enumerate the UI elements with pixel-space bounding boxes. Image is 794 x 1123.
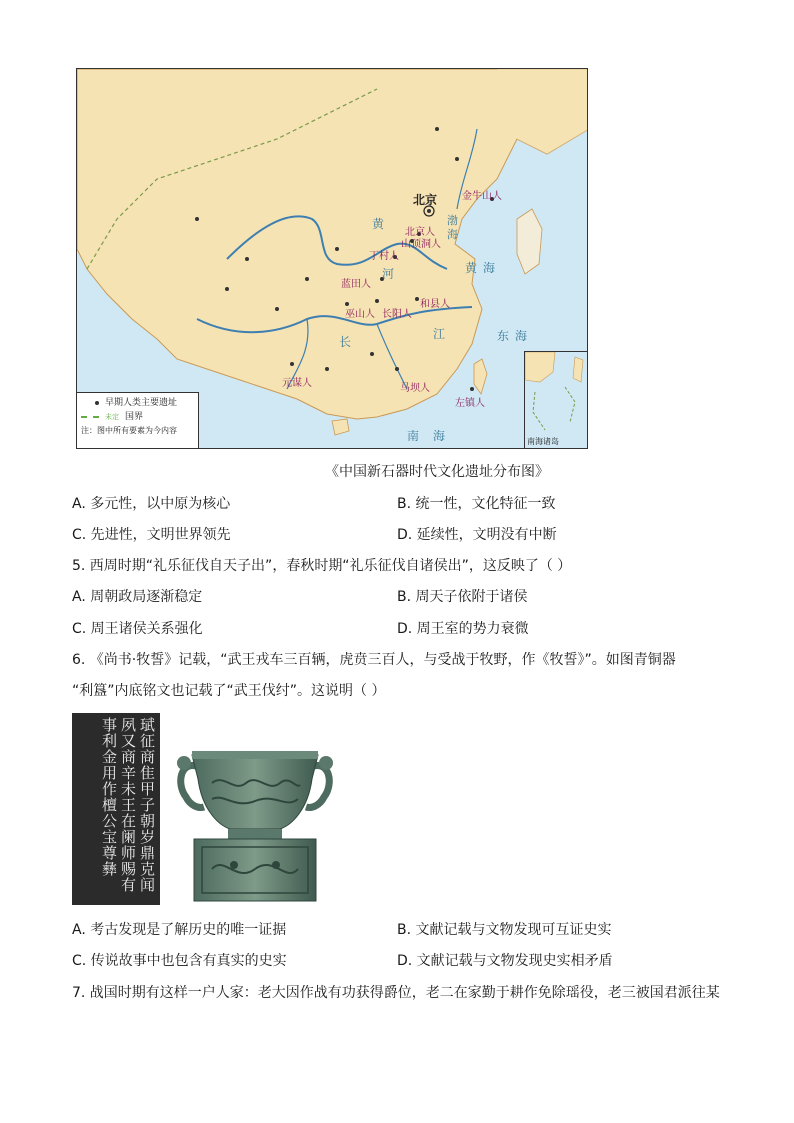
q6-option-a[interactable]: A. 考古发现是了解历史的唯一证据 xyxy=(72,922,287,938)
taiwan-shape xyxy=(474,359,487,394)
q5-option-a[interactable]: A. 周朝政局逐渐稳定 xyxy=(72,589,203,605)
site-label: 和县人 xyxy=(420,299,450,310)
site-label: 丁村人 xyxy=(369,251,399,262)
neolithic-sites-map xyxy=(76,68,588,449)
q7-stem: 7. 战国时期有这样一户人家：老大因作战有功获得爵位，老二在家勤于耕作免除瑶役，老三被国君派往某 xyxy=(72,985,720,1001)
q5-option-b[interactable]: B. 周天子依附于诸侯 xyxy=(397,589,528,605)
map-legend xyxy=(77,392,199,448)
inset-label: 南海诸岛 xyxy=(527,437,559,446)
inscription-text: 珷征商隹甲子朝岁鼎克闻夙又商辛未王在阑师赐有事利金用作檀公宝尊彝 xyxy=(100,717,156,893)
bronze-inscription-rubbing xyxy=(72,713,160,905)
legend-border-text: 国界 xyxy=(125,412,144,422)
sea-label-donghai: 东海 xyxy=(497,329,534,343)
q6-option-d[interactable]: D. 文献记载与文物发现史实相矛盾 xyxy=(397,953,613,969)
sea-label-huanghai: 黄海 xyxy=(465,261,502,275)
sea-label-nanhai: 南海 xyxy=(407,429,460,443)
south-china-sea-inset xyxy=(524,351,587,448)
q5-stem: 5. 西周时期“礼乐征伐自天子出”，春秋时期“礼乐征伐自诸侯出”，这反映了（ ） xyxy=(72,558,572,574)
site-dot-icon xyxy=(95,401,99,405)
mainland-shape xyxy=(77,69,588,419)
legend-site-text: 早期人类主要遗址 xyxy=(105,398,178,408)
site-label: 蓝田人 xyxy=(341,279,371,290)
site-label: 金牛山人 xyxy=(462,191,502,202)
site-label: 长阳人 xyxy=(382,309,412,320)
li-gui-bronze-vessel xyxy=(172,739,338,903)
sea-label-bohai: 渤海 xyxy=(447,214,458,241)
q4-option-c[interactable]: C. 先进性，文明世界领先 xyxy=(72,527,231,543)
map-caption: 《中国新石器时代文化遗址分布图》 xyxy=(325,464,549,480)
legend-border-mark: 未定 xyxy=(105,413,119,421)
site-label: 马坝人 xyxy=(400,383,430,394)
q6-stem-line1: 6. 《尚书·牧誓》记载，“武王戎车三百辆，虎贲三百人，与受战于牧野，作《牧誓》”。如图青铜器 xyxy=(72,652,676,668)
q5-option-c[interactable]: C. 周王诸侯关系强化 xyxy=(72,621,203,637)
site-label: 元谋人 xyxy=(282,378,312,389)
q4-option-d[interactable]: D. 延续性，文明没有中断 xyxy=(397,527,557,543)
q4-option-b[interactable]: B. 统一性，文化特征一致 xyxy=(397,496,556,512)
q6-option-b[interactable]: B. 文献记载与文物发现可互证史实 xyxy=(397,922,612,938)
river-label: 长 xyxy=(339,335,352,349)
site-label: 北京人 xyxy=(405,227,435,238)
river-label: 江 xyxy=(433,327,446,341)
site-label: 山顶洞人 xyxy=(401,239,441,250)
river-label: 河 xyxy=(382,267,395,281)
legend-note: 注：图中所有要素为今内容 xyxy=(81,426,177,435)
river-label: 黄 xyxy=(372,217,385,231)
q6-option-c[interactable]: C. 传说故事中也包含有真实的史实 xyxy=(72,953,287,969)
q5-option-d[interactable]: D. 周王室的势力衰微 xyxy=(397,621,529,637)
border-line-icon xyxy=(81,416,99,418)
capital-label: 北京 xyxy=(413,193,438,207)
site-label: 巫山人 xyxy=(345,309,375,320)
q6-stem-line2: “利簋”内底铭文也记载了“武王伐纣”。这说明（ ） xyxy=(72,683,386,699)
site-label: 左镇人 xyxy=(455,398,485,409)
q4-option-a[interactable]: A. 多元性，以中原为核心 xyxy=(72,496,231,512)
